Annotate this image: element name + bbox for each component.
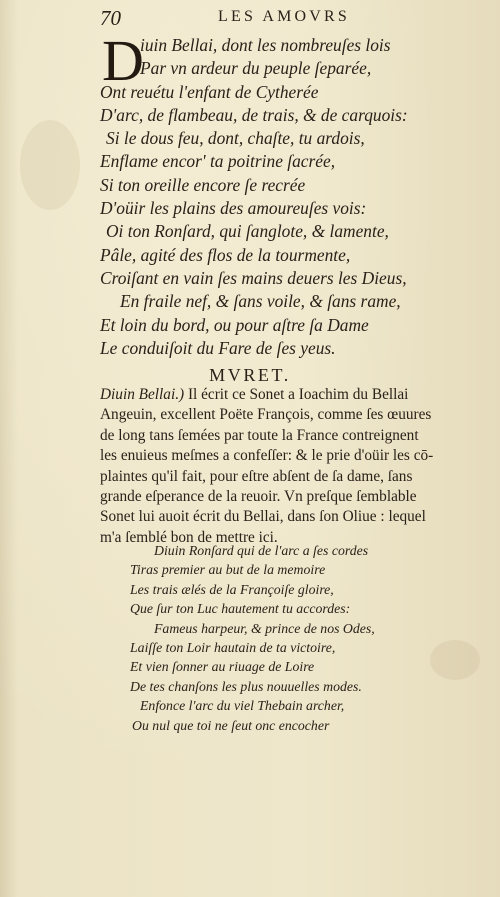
- sonnet-line: Par vn ardeur du peuple ſeparée,: [140, 58, 372, 79]
- sonnet-line: Enflame encor' ta poitrine ſacrée,: [100, 151, 336, 172]
- quoted-line: Que ſur ton Luc hautement tu accordes:: [130, 601, 351, 617]
- commentary-line: de long tans ſemées par toute la France contreignent: [100, 426, 419, 444]
- quoted-line: De tes chanſons les plus nouuelles modes.: [130, 678, 362, 694]
- sonnet-line: Oi ton Ronſard, qui ſanglote, & lamente,: [106, 221, 389, 242]
- sonnet-line: En fraile nef, & ſans voile, & ſans rame,: [120, 291, 401, 312]
- running-head: [100, 6, 490, 30]
- running-title: LES AMOVRS: [218, 8, 351, 25]
- quoted-line: Tiras premier au but de la memoire: [130, 562, 326, 578]
- commentary-line: plaintes qu'il fait, pour eſtre abſent de ſa dame, ſans: [100, 467, 413, 485]
- commentary-line: les enuieus meſmes a confeſſer: & le prie d'oüir les cō-: [100, 447, 434, 465]
- sonnet-line: D'arc, de flambeau, de trais, & de carquois:: [100, 104, 408, 125]
- sonnet-line: Pâle, agité des flos de la tourmente,: [100, 244, 351, 265]
- sonnet-line: Ont reuétu l'enfant de Cytherée: [100, 81, 319, 102]
- sonnet-line: Croiſant en vain ſes mains deuers les Dieus,: [100, 267, 407, 288]
- sonnet-line: Le conduiſoit du Fare de ſes yeus.: [100, 337, 336, 358]
- quoted-sonnet: [130, 541, 490, 735]
- quoted-line: Enfonce l'arc du viel Thebain archer,: [140, 698, 345, 714]
- commentary-line: m'a ſemblé bon de mettre ici.: [100, 528, 278, 546]
- commentary-heading: MVRET.: [209, 365, 291, 385]
- commentary-line: Sonet lui auoit écrit du Bellai, dans ſon Oliue : lequel: [100, 508, 426, 526]
- quoted-line: Diuin Ronſard qui de l'arc a ſes cordes: [154, 543, 369, 558]
- sonnet: [100, 28, 480, 360]
- sonnet-line: iuin Bellai, dont les nombreuſes lois: [140, 35, 391, 55]
- commentary-paragraph: [100, 385, 484, 548]
- paper-stain: [20, 120, 80, 210]
- drop-cap: D: [102, 28, 144, 93]
- sonnet-line: Si ton oreille encore ſe recrée: [100, 174, 306, 195]
- commentary-line: grande eſperance de la reuoir. Vn preſque ſemblable: [100, 487, 417, 505]
- quoted-line: Ou nul que toi ne ſeut onc encocher: [132, 717, 330, 733]
- quoted-line: Laiſſe ton Loir hautain de ta victoire,: [130, 639, 336, 655]
- commentary-line: [100, 385, 484, 405]
- commentary-text: Il écrit ce Sonet a Ioachim du Bellai: [184, 386, 409, 403]
- quoted-line: Les trais ælés de la Françoiſe gloire,: [130, 581, 334, 597]
- sonnet-line: D'oüir les plains des amoureuſes vois:: [100, 198, 367, 219]
- sonnet-line: Si le dous feu, dont, chaſte, tu ardois,: [106, 128, 365, 149]
- commentary-lemma: Diuin Bellai.): [100, 386, 185, 403]
- sonnet-line: Et loin du bord, ou pour aſtre ſa Dame: [100, 314, 369, 335]
- page-number: 70: [100, 6, 121, 30]
- commentary-line: Angeuin, excellent Poëte François, comme ſes œuures: [100, 406, 432, 424]
- quoted-line: Fameus harpeur, & prince de nos Odes,: [154, 620, 375, 636]
- quoted-line: Et vien ſonner au riuage de Loire: [130, 659, 315, 675]
